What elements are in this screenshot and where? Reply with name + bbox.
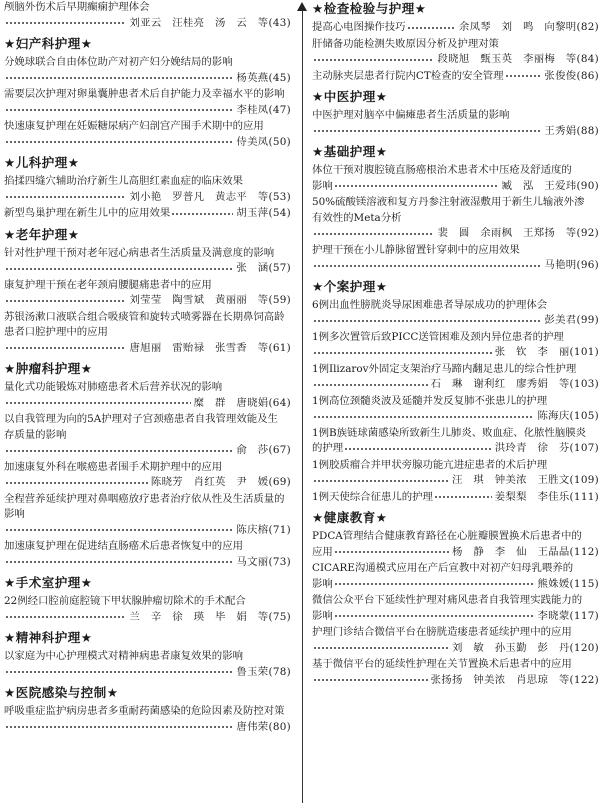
toc-entry xyxy=(312,458,599,489)
toc-entry-title-line: 康复护理干预在老年颈肩腰腿痛患者中的应用 xyxy=(4,278,212,291)
toc-entry-authors: 陈晓芳 肖红英 尹 媛(69) xyxy=(150,476,291,488)
toc-entry-title-line: 护理门诊结合微信平台在膀胱造瘘患者延续护理中的应用 xyxy=(312,626,572,638)
toc-entry-title-line: 量化式功能锻炼对肺癌患者术后营养状况的影响 xyxy=(4,381,223,393)
toc-author-line xyxy=(312,377,599,393)
dot-leader xyxy=(313,647,449,649)
toc-author-line xyxy=(4,71,291,87)
toc-entry xyxy=(4,0,291,31)
toc-author-line xyxy=(312,490,599,506)
toc-entry-authors: 陈海庆(105) xyxy=(537,410,599,422)
toc-entry xyxy=(4,704,291,735)
toc-entry-title-line: 微信公众平台下延续性护理对痛风患者自我管理实践能力的 xyxy=(312,594,583,606)
toc-author-line xyxy=(4,261,291,277)
toc-entry-title-line: PDCA管理结合健康教育路径在心脏瓣膜置换术后患者中的 xyxy=(312,530,582,542)
toc-entry-title-line: 需要层次护理对卵巢囊肿患者术后自护能力及幸福水平的影响 xyxy=(4,88,285,100)
toc-section-heading: ★基础护理★ xyxy=(312,144,388,159)
dot-leader xyxy=(313,130,541,132)
toc-entry xyxy=(312,330,599,361)
toc-author-line xyxy=(4,443,291,459)
toc-entry-title-line: 1例胶质瘤合并甲状旁腺功能亢进症患者的术后护理 xyxy=(312,458,548,471)
dot-leader xyxy=(5,726,233,728)
toc-entry-authors: 汪 琪 钟美浓 王胜文(109) xyxy=(451,474,599,486)
toc-author-line xyxy=(4,135,291,151)
toc-entry-title-line: 6例出血性膀胱炎导尿困难患者导尿成功的护理体会 xyxy=(312,298,548,311)
toc-entry xyxy=(4,539,291,570)
toc-author-line xyxy=(4,341,291,357)
toc-entry xyxy=(4,594,291,625)
dot-leader xyxy=(5,671,233,673)
toc-entry-authors: 马艳明(96) xyxy=(544,259,599,271)
toc-entry-title-line: 分娩球联合自由体位助产对初产妇分娩结局的影响 xyxy=(4,56,233,68)
column-divider xyxy=(302,10,303,803)
toc-entry-title-line: 掐揉四缝穴辅助治疗新生儿高胆红素血症的临床效果 xyxy=(4,175,243,187)
toc-entry-title-line: CICARE沟通模式应用在产后宣教中对初产妇母乳喂养的 xyxy=(312,562,574,574)
toc-entry xyxy=(312,657,599,688)
toc-entry xyxy=(4,460,291,491)
toc-entry-authors: 张 涵(57) xyxy=(236,262,291,274)
toc-author-line xyxy=(4,720,291,736)
toc-entry xyxy=(312,625,599,656)
toc-entry-title-line: 苏银汤漱口液联合组合吸痰管和旋转式喷雾器在长期鼻饲高龄 xyxy=(4,310,285,323)
toc-entry-authors: 兰 辛 徐 瑛 毕 娟 等(75) xyxy=(129,610,291,623)
toc-author-line xyxy=(312,69,599,85)
toc-entry xyxy=(4,87,291,118)
toc-entry-title-line: 基于微信平台的延续性护理在关节置换术后患者中的应用 xyxy=(312,658,572,670)
toc-entry-authors: 彭美君(99) xyxy=(544,314,599,326)
dot-leader xyxy=(5,561,233,563)
toc-entry-authors: 裴 圆 余雨枫 王郑扬 等(92) xyxy=(437,227,599,239)
toc-entry-authors: 石 琳 谢利红 廖秀娟 等(103) xyxy=(430,378,599,390)
toc-entry-title-line: 50%硫酸镁溶液和复方丹参注射液湿敷用于新生儿输液外渗 xyxy=(312,196,585,208)
dot-leader xyxy=(5,196,126,198)
toc-entry-authors: 臧 泓 王爱玮(90) xyxy=(501,179,599,192)
dot-leader xyxy=(334,185,499,187)
toc-entry xyxy=(312,37,599,68)
toc-entry xyxy=(4,246,291,277)
toc-entry xyxy=(4,492,291,539)
toc-author-line xyxy=(4,16,291,32)
toc-entry-authors: 刘亚云 汪桂亮 汤 云 等(43) xyxy=(129,16,291,29)
toc-entry-title-tail: 影响 xyxy=(312,609,333,622)
toc-author-line xyxy=(312,226,599,242)
toc-entry xyxy=(312,298,599,329)
dot-leader xyxy=(313,679,428,681)
toc-entry-authors: 刘莹莹 陶雪斌 黄丽丽 等(59) xyxy=(129,294,291,306)
toc-entry-title-line: 全程营养延续护理对鼻咽癌放疗患者治疗依从性及生活质量的 xyxy=(4,492,285,505)
toc-section-heading: ★妇产科护理★ xyxy=(4,36,93,51)
toc-section-heading: ★中医护理★ xyxy=(312,89,388,104)
toc-author-line xyxy=(312,20,599,36)
dot-leader xyxy=(5,77,233,79)
toc-author-line xyxy=(4,475,291,491)
toc-author-line xyxy=(312,545,599,561)
toc-entry-authors: 张扬扬 钟美浓 肖思琼 等(122) xyxy=(430,673,599,686)
toc-entry-title-line: 针对性护理干预对老年冠心病患者生活质量及满意度的影响 xyxy=(4,246,275,259)
toc-author-line xyxy=(312,473,599,489)
toc-author-line xyxy=(312,313,599,329)
toc-entry-title-line: 加速康复护理在促进结直肠癌术后患者恢复中的应用 xyxy=(4,540,243,552)
dot-leader xyxy=(5,22,126,24)
dot-leader xyxy=(5,529,233,531)
toc-entry-authors: 胡玉萍(54) xyxy=(236,207,291,219)
toc-entry xyxy=(312,69,599,85)
toc-author-line xyxy=(4,610,291,626)
toc-entry xyxy=(4,412,291,459)
toc-entry-authors: 陈庆榕(71) xyxy=(236,523,291,536)
toc-author-line xyxy=(4,396,291,412)
toc-entry-title-line: 1例Ilizarov外固定支架治疗马蹄内翻足患儿的综合性护理 xyxy=(312,362,577,375)
dot-leader xyxy=(5,109,233,111)
dot-leader xyxy=(407,27,456,29)
dot-leader xyxy=(313,265,541,267)
dot-leader xyxy=(5,450,233,452)
dot-leader xyxy=(5,347,126,349)
toc-entry-authors: 李桂凤(47) xyxy=(236,103,291,116)
toc-entry-authors: 侍美凤(50) xyxy=(236,135,291,148)
toc-entry-authors: 刘 敏 孙玉勤 彭 丹(120) xyxy=(451,641,599,654)
toc-entry-title-line: 呼吸重症监护病房患者多重耐药菌感染的危险因素及防控对策 xyxy=(4,705,285,717)
toc-entry xyxy=(312,195,599,242)
toc-entry-title-line: 患者口腔护理中的应用 xyxy=(4,326,108,338)
toc-entry-authors: 杨 静 李 仙 王晶晶(112) xyxy=(451,545,599,558)
toc-entry-title-tail: 影响 xyxy=(312,577,333,590)
toc-entry-title-tail: 的护理 xyxy=(312,442,344,454)
toc-entry-authors: 鲁玉荣(78) xyxy=(236,665,291,678)
toc-entry-title-line: 快速康复护理在妊娠糖尿病产妇剖宫产围手术期中的应用 xyxy=(4,120,264,132)
dot-leader xyxy=(334,615,535,617)
toc-entry-title-line: 中医护理对脑卒中偏瘫患者生活质量的影响 xyxy=(312,109,510,121)
toc-entry-title-line: 肝储备功能检测失败原因分析及护理对策 xyxy=(312,37,500,50)
toc-entry-authors: 唐旭丽 雷贻禄 张雪香 等(61) xyxy=(129,341,291,354)
toc-entry-authors: 段晓旭 甄玉英 李丽梅 等(84) xyxy=(437,53,599,65)
toc-entry-title-line: 有效性的Meta分析 xyxy=(312,211,402,224)
toc-entry-title-tail: 影响 xyxy=(312,179,333,192)
toc-entry-authors: 马文丽(73) xyxy=(236,555,291,568)
toc-entry-title-tail: 1例天使综合征患儿的护理 xyxy=(312,490,433,503)
toc-column-right xyxy=(312,0,599,689)
toc-entry-title-line: 以家庭为中心护理模式对精神病患者康复效果的影响 xyxy=(4,650,243,662)
toc-entry-authors: 张俊俊(86) xyxy=(544,69,599,82)
toc-author-line xyxy=(312,345,599,361)
toc-entry xyxy=(312,394,599,425)
toc-entry xyxy=(4,119,291,150)
toc-entry-authors: 杨英燕(45) xyxy=(236,71,291,84)
dot-leader xyxy=(505,75,542,77)
dot-leader xyxy=(5,482,148,484)
toc-author-line xyxy=(312,641,599,657)
toc-entry-title-tail: 新型鸟巢护理在新生儿中的应用效果 xyxy=(4,207,171,219)
toc-entry-title-line: 存质量的影响 xyxy=(4,428,67,441)
toc-author-line xyxy=(4,206,291,222)
toc-entry-authors: 张 钦 李 丽(101) xyxy=(494,346,599,358)
toc-entry-authors: 洪玲青 徐 芬(107) xyxy=(494,442,599,454)
toc-entry-title-line: 体位干预对腹腔镜直肠癌根治术患者术中压疮及舒适度的 xyxy=(312,164,572,176)
toc-section-heading: ★儿科护理★ xyxy=(4,155,80,170)
toc-entry xyxy=(312,163,599,194)
dot-leader xyxy=(5,300,126,302)
toc-entry-title-line: 1例多次置管后致PICC送管困难及颈内异位患者的护理 xyxy=(312,330,564,343)
toc-author-line xyxy=(312,609,599,625)
toc-section-heading: ★个案护理★ xyxy=(312,278,388,294)
toc-section-heading: ★健康教育★ xyxy=(312,510,388,525)
toc-entry-authors: 唐伟荣(80) xyxy=(236,720,291,733)
toc-entry xyxy=(4,174,291,205)
toc-section-heading: ★检查检验与护理★ xyxy=(312,1,427,16)
dot-leader xyxy=(313,352,492,354)
toc-entry-title-line: 加速康复外科在喉癌患者围手术期护理中的应用 xyxy=(4,460,223,473)
toc-author-line xyxy=(312,577,599,593)
toc-entry xyxy=(312,593,599,624)
dot-leader xyxy=(313,320,541,322)
toc-entry-authors: 熊姝媛(115) xyxy=(537,577,599,590)
toc-entry-authors: 刘小艳 罗普凡 黄志平 等(53) xyxy=(129,190,291,203)
toc-entry xyxy=(4,206,291,222)
toc-section-heading: ★精神科护理★ xyxy=(4,630,93,645)
toc-author-line xyxy=(312,441,599,457)
toc-entry-authors: 王秀娟(88) xyxy=(544,124,599,137)
toc-entry-authors: 糜 群 唐晓娟(64) xyxy=(193,396,291,409)
toc-section-heading: ★肿瘤科护理★ xyxy=(4,361,93,376)
toc-author-line xyxy=(4,103,291,119)
dot-leader xyxy=(434,496,492,498)
toc-author-line xyxy=(4,523,291,539)
toc-entry xyxy=(4,55,291,86)
dot-leader xyxy=(313,384,428,386)
toc-entry-title-line: 影响 xyxy=(4,508,25,520)
toc-entry-title-tail: 主动脉夹层患者行院内CT检查的安全管理 xyxy=(312,69,504,82)
toc-author-line xyxy=(312,179,599,195)
toc-author-line xyxy=(312,124,599,140)
toc-author-line xyxy=(312,52,599,68)
toc-entry-title-line: 以自我管理为向的5A护理对子宫颈癌患者自我管理效能及生 xyxy=(4,413,278,425)
toc-section-heading: ★医院感染与控制★ xyxy=(4,685,119,700)
toc-entry-title-line: 护理干预在小儿静脉留置针穿刺中的应用效果 xyxy=(312,243,520,256)
dot-leader xyxy=(334,583,535,585)
toc-entry xyxy=(4,310,291,357)
toc-author-line xyxy=(312,258,599,274)
dot-leader xyxy=(334,551,449,553)
toc-entry xyxy=(312,362,599,393)
toc-author-line xyxy=(4,665,291,681)
toc-section-heading: ★老年护理★ xyxy=(4,226,80,242)
toc-entry xyxy=(312,561,599,592)
dot-leader xyxy=(5,616,126,618)
toc-entry-title-line: 1例B族链球菌感染所致新生儿肺炎、败血症、化脓性脑膜炎 xyxy=(312,426,587,439)
toc-author-line xyxy=(312,673,599,689)
toc-author-line xyxy=(4,190,291,206)
toc-entry xyxy=(4,380,291,411)
toc-entry-title-line: 1例高位颈髓炎波及延髓并发反复肺不张患儿的护理 xyxy=(312,394,548,407)
toc-entry-title-tail: 应用 xyxy=(312,545,333,558)
toc-entry xyxy=(4,649,291,680)
toc-entry xyxy=(312,529,599,560)
toc-entry-title-tail: 提高心电图操作技巧 xyxy=(312,21,406,33)
toc-entry-title-line: 22例经口腔前庭腔镜下甲状腺肿瘤切除术的手术配合 xyxy=(4,595,246,607)
toc-entry xyxy=(4,278,291,309)
dot-leader xyxy=(5,268,233,270)
toc-entry xyxy=(312,490,599,506)
dot-leader xyxy=(313,480,449,482)
toc-author-line xyxy=(4,293,291,309)
dot-leader xyxy=(171,213,233,215)
toc-entry-authors: 俞 莎(67) xyxy=(236,444,291,456)
dot-leader xyxy=(313,59,434,61)
toc-entry-authors: 李晓蒙(117) xyxy=(537,609,599,622)
dot-leader xyxy=(313,416,534,418)
toc-entry-title-line: 颅脑外伤术后早期癫痫护理体会 xyxy=(4,1,150,13)
toc-entry xyxy=(312,108,599,139)
toc-author-line xyxy=(4,555,291,571)
dot-leader xyxy=(313,233,434,235)
toc-entry xyxy=(312,426,599,457)
dot-leader xyxy=(5,402,191,404)
toc-author-line xyxy=(312,409,599,425)
toc-entry xyxy=(312,243,599,274)
toc-entry-authors: 余凤琴 刘 鸣 向黎明(82) xyxy=(458,21,599,33)
dot-leader xyxy=(5,141,233,143)
toc-entry xyxy=(312,20,599,36)
toc-section-heading: ★手术室护理★ xyxy=(4,575,93,590)
toc-entry-authors: 姜梨梨 李佳乐(111) xyxy=(494,490,599,503)
dot-leader xyxy=(344,448,492,450)
toc-column-left xyxy=(4,0,291,736)
